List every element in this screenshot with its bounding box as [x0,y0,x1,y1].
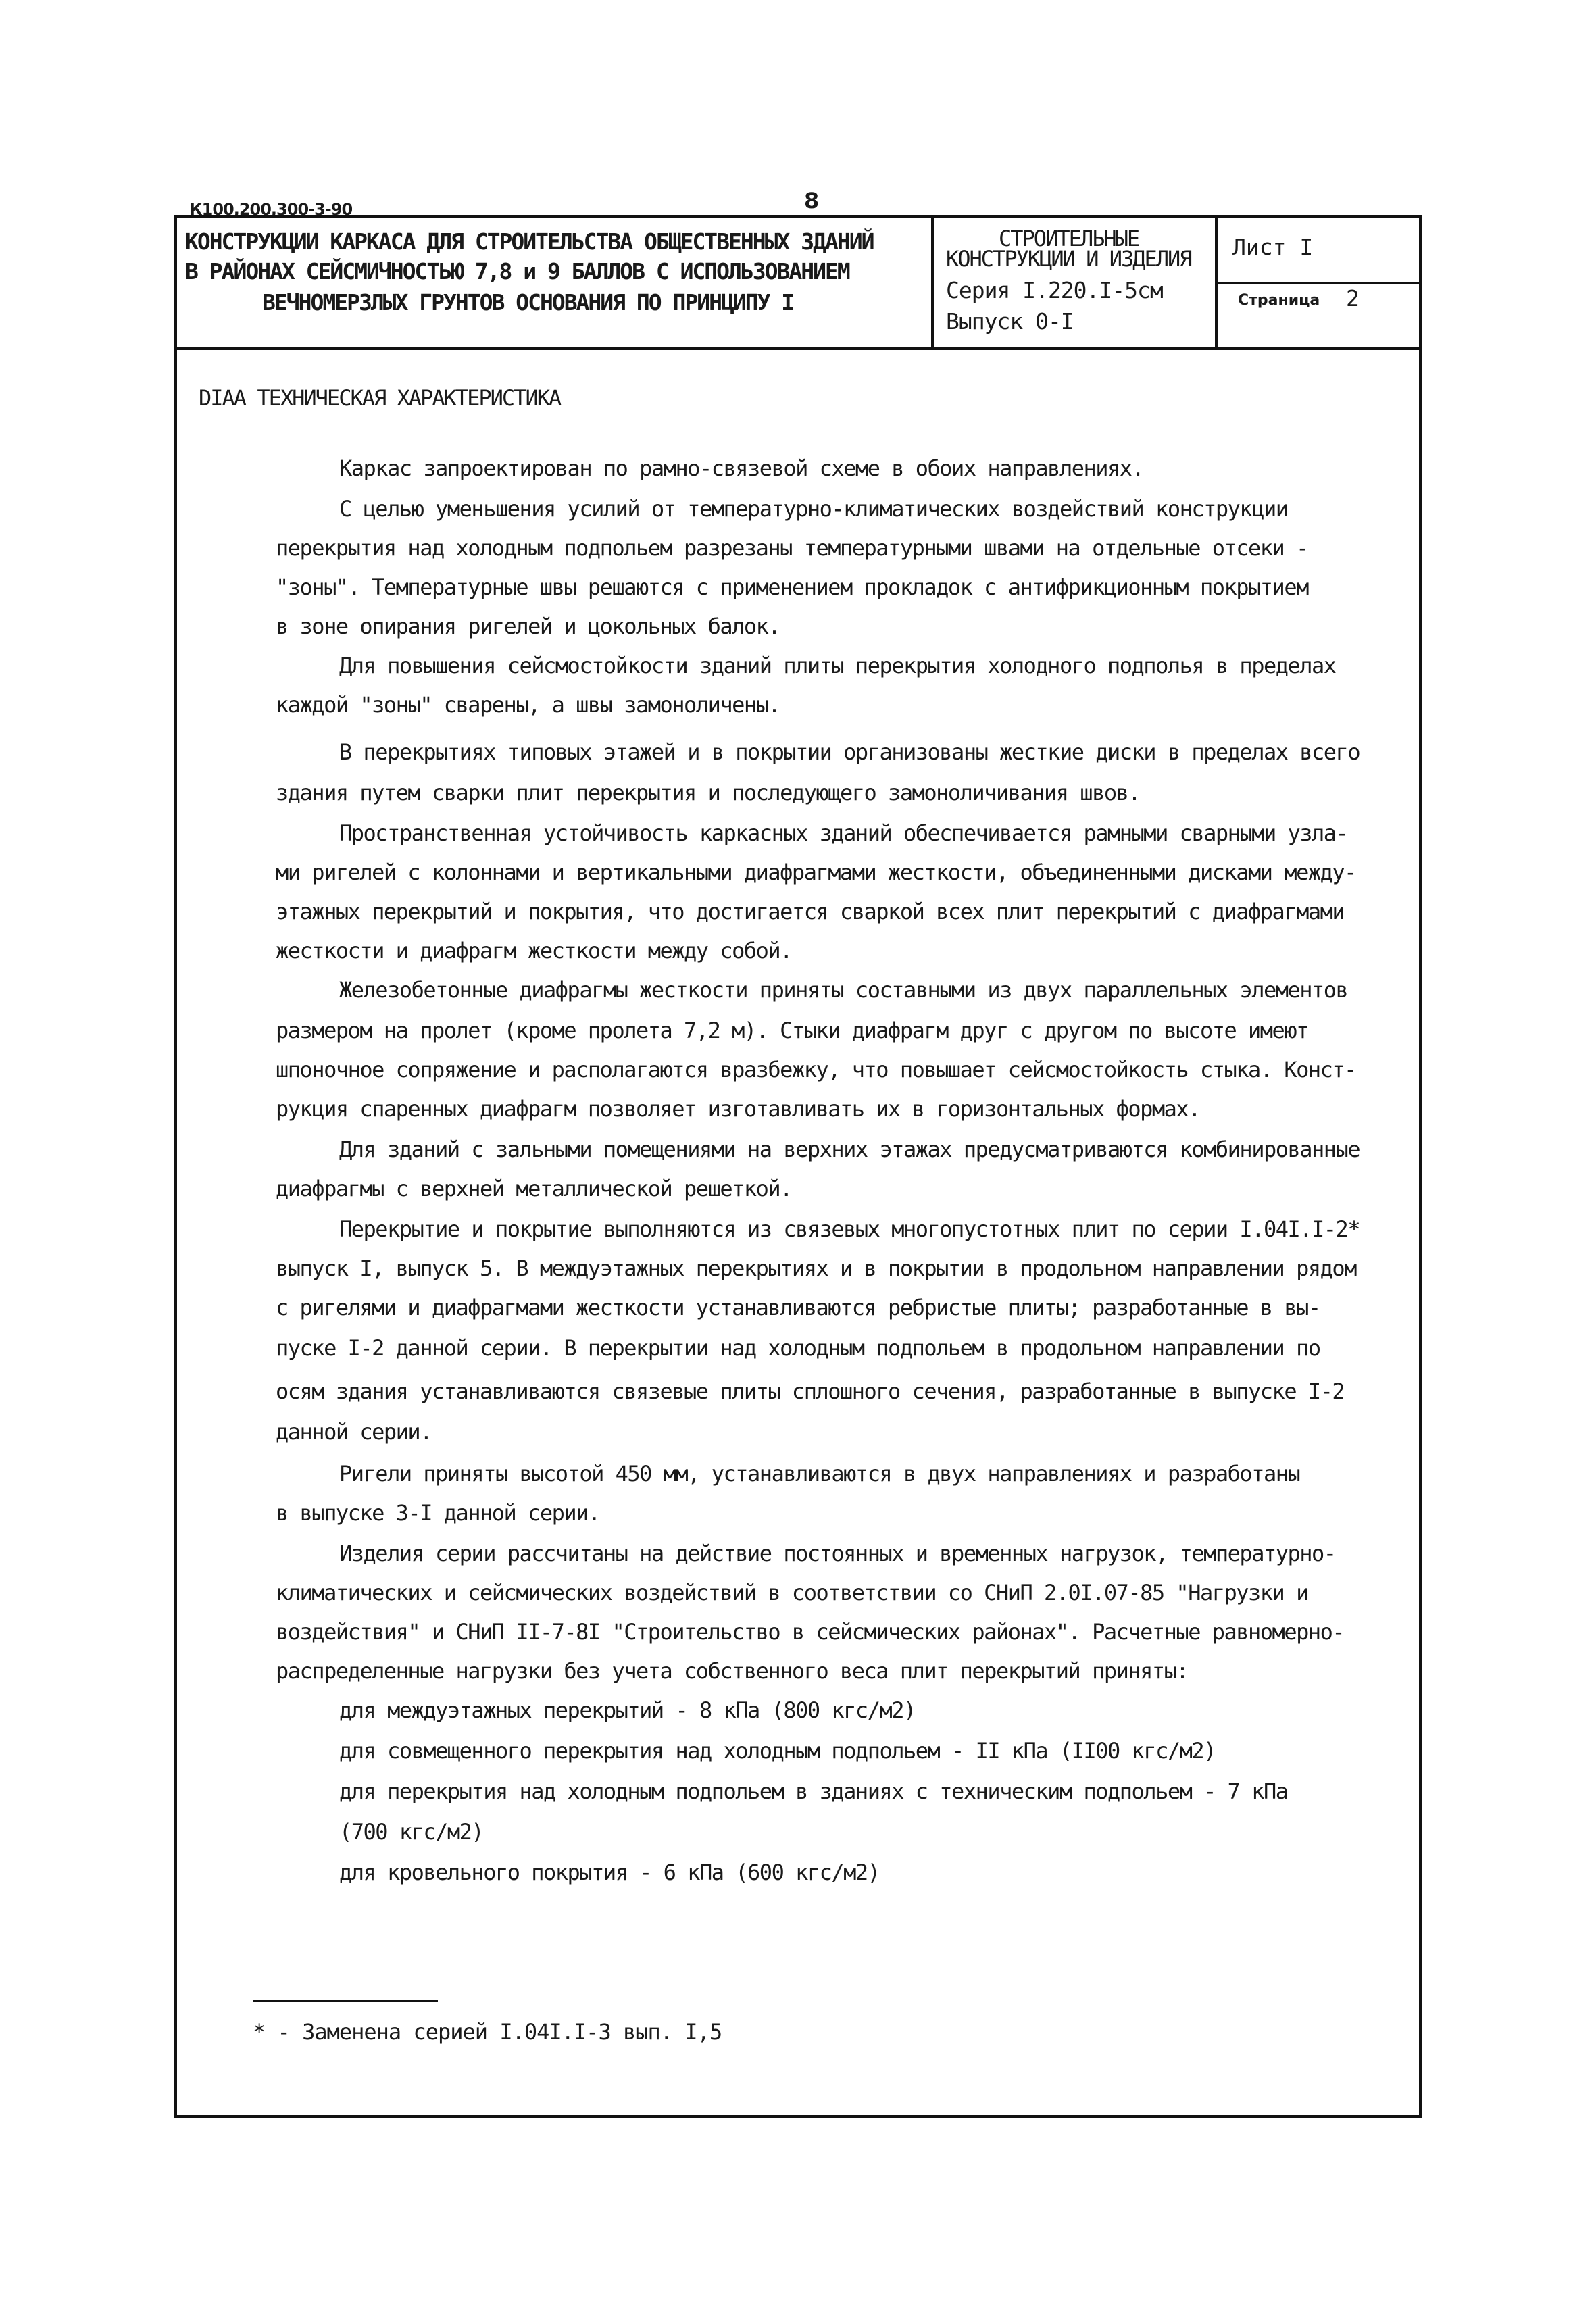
body-line: Каркас запроектирован по рамно-связевой схеме в обоих направлениях. [339,455,1144,481]
series-label: Серия I.220.I-5см [946,277,1163,303]
title-line-3: ВЕЧНОМЕРЗЛЫХ ГРУНТОВ ОСНОВАНИЯ ПО ПРИНЦИПУ I [262,289,794,316]
page-label: Страница [1238,292,1320,309]
body-line: размером на пролет (кроме пролета 7,2 м). Стыки диафрагм друг с другом по высоте имеют [276,1018,1308,1043]
body-line: распределенные нагрузки без учета собственного веса плит перекрытий приняты: [276,1658,1189,1684]
body-line: для перекрытия над холодным подпольем в зданиях с техническим подпольем - 7 кПа [339,1778,1288,1804]
body-line: перекрытия над холодным подпольем разрезаны температурными швами на отдельные отсеки - [276,535,1308,561]
page-frame [174,215,1422,2118]
title-line-1: КОНСТРУКЦИИ КАРКАСА ДЛЯ СТРОИТЕЛЬСТВА ОБЩЕСТВЕННЫХ ЗДАНИЙ [185,228,874,255]
body-line: климатических и сейсмических воздействий в соответствии со СНиП 2.0I.07-85 "Нагрузки и [276,1580,1308,1605]
body-line: Железобетонные диафрагмы жесткости приняты составными из двух параллельных элементов [339,977,1348,1003]
category-line-1: СТРОИТЕЛЬНЫЕ [999,226,1139,251]
body-line: Перекрытие и покрытие выполняются из связевых многопустотных плит по серии I.04I.I-2* [339,1216,1360,1242]
body-line: данной серии. [276,1419,432,1445]
title-block-sheet [1218,218,1422,347]
footnote: * - Заменена серией I.04I.I-3 вып. I,5 [253,2019,722,2045]
title-block-series [931,218,1218,347]
body-line: рукция спаренных диафрагм позволяет изготавливать их в горизонтальных формах. [276,1096,1200,1122]
body-line: Изделия серии рассчитаны на действие постоянных и временных нагрузок, температурно- [339,1541,1336,1566]
footnote-rule [253,2000,438,2002]
title-block [177,218,1419,350]
body-line: Пространственная устойчивость каркасных зданий обеспечивается рамными сварными узла- [339,820,1348,846]
sheet-divider [1218,282,1422,284]
body-line: для совмещенного перекрытия над холодным подпольем - II кПа (II00 кгс/м2) [339,1738,1216,1764]
body-line: в зоне опирания ригелей и цокольных балок. [276,614,780,639]
body-line: диафрагмы с верхней металлической решеткой. [276,1176,792,1201]
body-line: для междуэтажных перекрытий - 8 кПа (800 кгс/м2) [339,1697,916,1723]
title-block-name [177,218,934,347]
body-line: для кровельного покрытия - 6 кПа (600 кгс/м2) [339,1860,880,1885]
body-line: ми ригелей с колоннами и вертикальными диафрагмами жесткости, объединенными дисками между- [276,860,1356,885]
category-line-2: КОНСТРУКЦИИ И ИЗДЕЛИЯ [946,246,1191,272]
body-line: (700 кгс/м2) [339,1819,484,1845]
issue-label: Выпуск 0-I [946,308,1074,334]
section-heading: DIAA ТЕХНИЧЕСКАЯ ХАРАКТЕРИСТИКА [199,385,561,411]
body-line: здания путем сварки плит перекрытия и последующего замоноличивания швов. [276,780,1141,805]
sheet-label: Лист I [1232,234,1314,260]
body-line: в выпуске 3-I данной серии. [276,1500,600,1526]
body-line: С целью уменьшения усилий от температурно-климатических воздействий конструкции [339,496,1288,522]
title-line-2: В РАЙОНАХ СЕЙСМИЧНОСТЬЮ 7,8 и 9 БАЛЛОВ С ИСПОЛЬЗОВАНИЕМ [185,258,849,284]
body-line: с ригелями и диафрагмами жесткости устанавливаются ребристые плиты; разработанные в вы- [276,1295,1320,1320]
body-line: шпоночное сопряжение и располагаются вразбежку, что повышает сейсмостойкость стыка. Конст- [276,1057,1356,1082]
body-line: Для повышения сейсмостойкости зданий плиты перекрытия холодного подполья в пределах [339,653,1336,678]
body-line: жесткости и диафрагм жесткости между собой. [276,938,792,964]
body-line: Ригели приняты высотой 450 мм, устанавливаются в двух направлениях и разработаны [339,1461,1300,1487]
page-number: 8 [804,188,820,214]
body-line: воздействия" и СНиП II-7-8I "Строительство в сейсмических районах". Расчетные равномерно- [276,1619,1345,1645]
body-line: осям здания устанавливаются связевые плиты сплошного сечения, разработанные в выпуске I-2 [276,1378,1345,1404]
body-line: пуске I-2 данной серии. В перекрытии над холодным подпольем в продольном направлении по [276,1335,1320,1361]
document-code: К100,200,300-3-90 [189,200,353,219]
page-value: 2 [1346,285,1360,312]
body-line: выпуск I, выпуск 5. В междуэтажных перекрытиях и в покрытии в продольном направлении рядом [276,1255,1356,1281]
body-line: "зоны". Температурные швы решаются с применением прокладок с антифрикционным покрытием [276,574,1308,600]
body-line: В перекрытиях типовых этажей и в покрытии организованы жесткие диски в пределах всего [339,739,1360,765]
body-line: этажных перекрытий и покрытия, что достигается сваркой всех плит перекрытий с диафрагмами [276,899,1345,924]
body-line: каждой "зоны" сварены, а швы замоноличены. [276,692,780,718]
body-line: Для зданий с зальными помещениями на верхних этажах предусматриваются комбинированные [339,1137,1360,1162]
